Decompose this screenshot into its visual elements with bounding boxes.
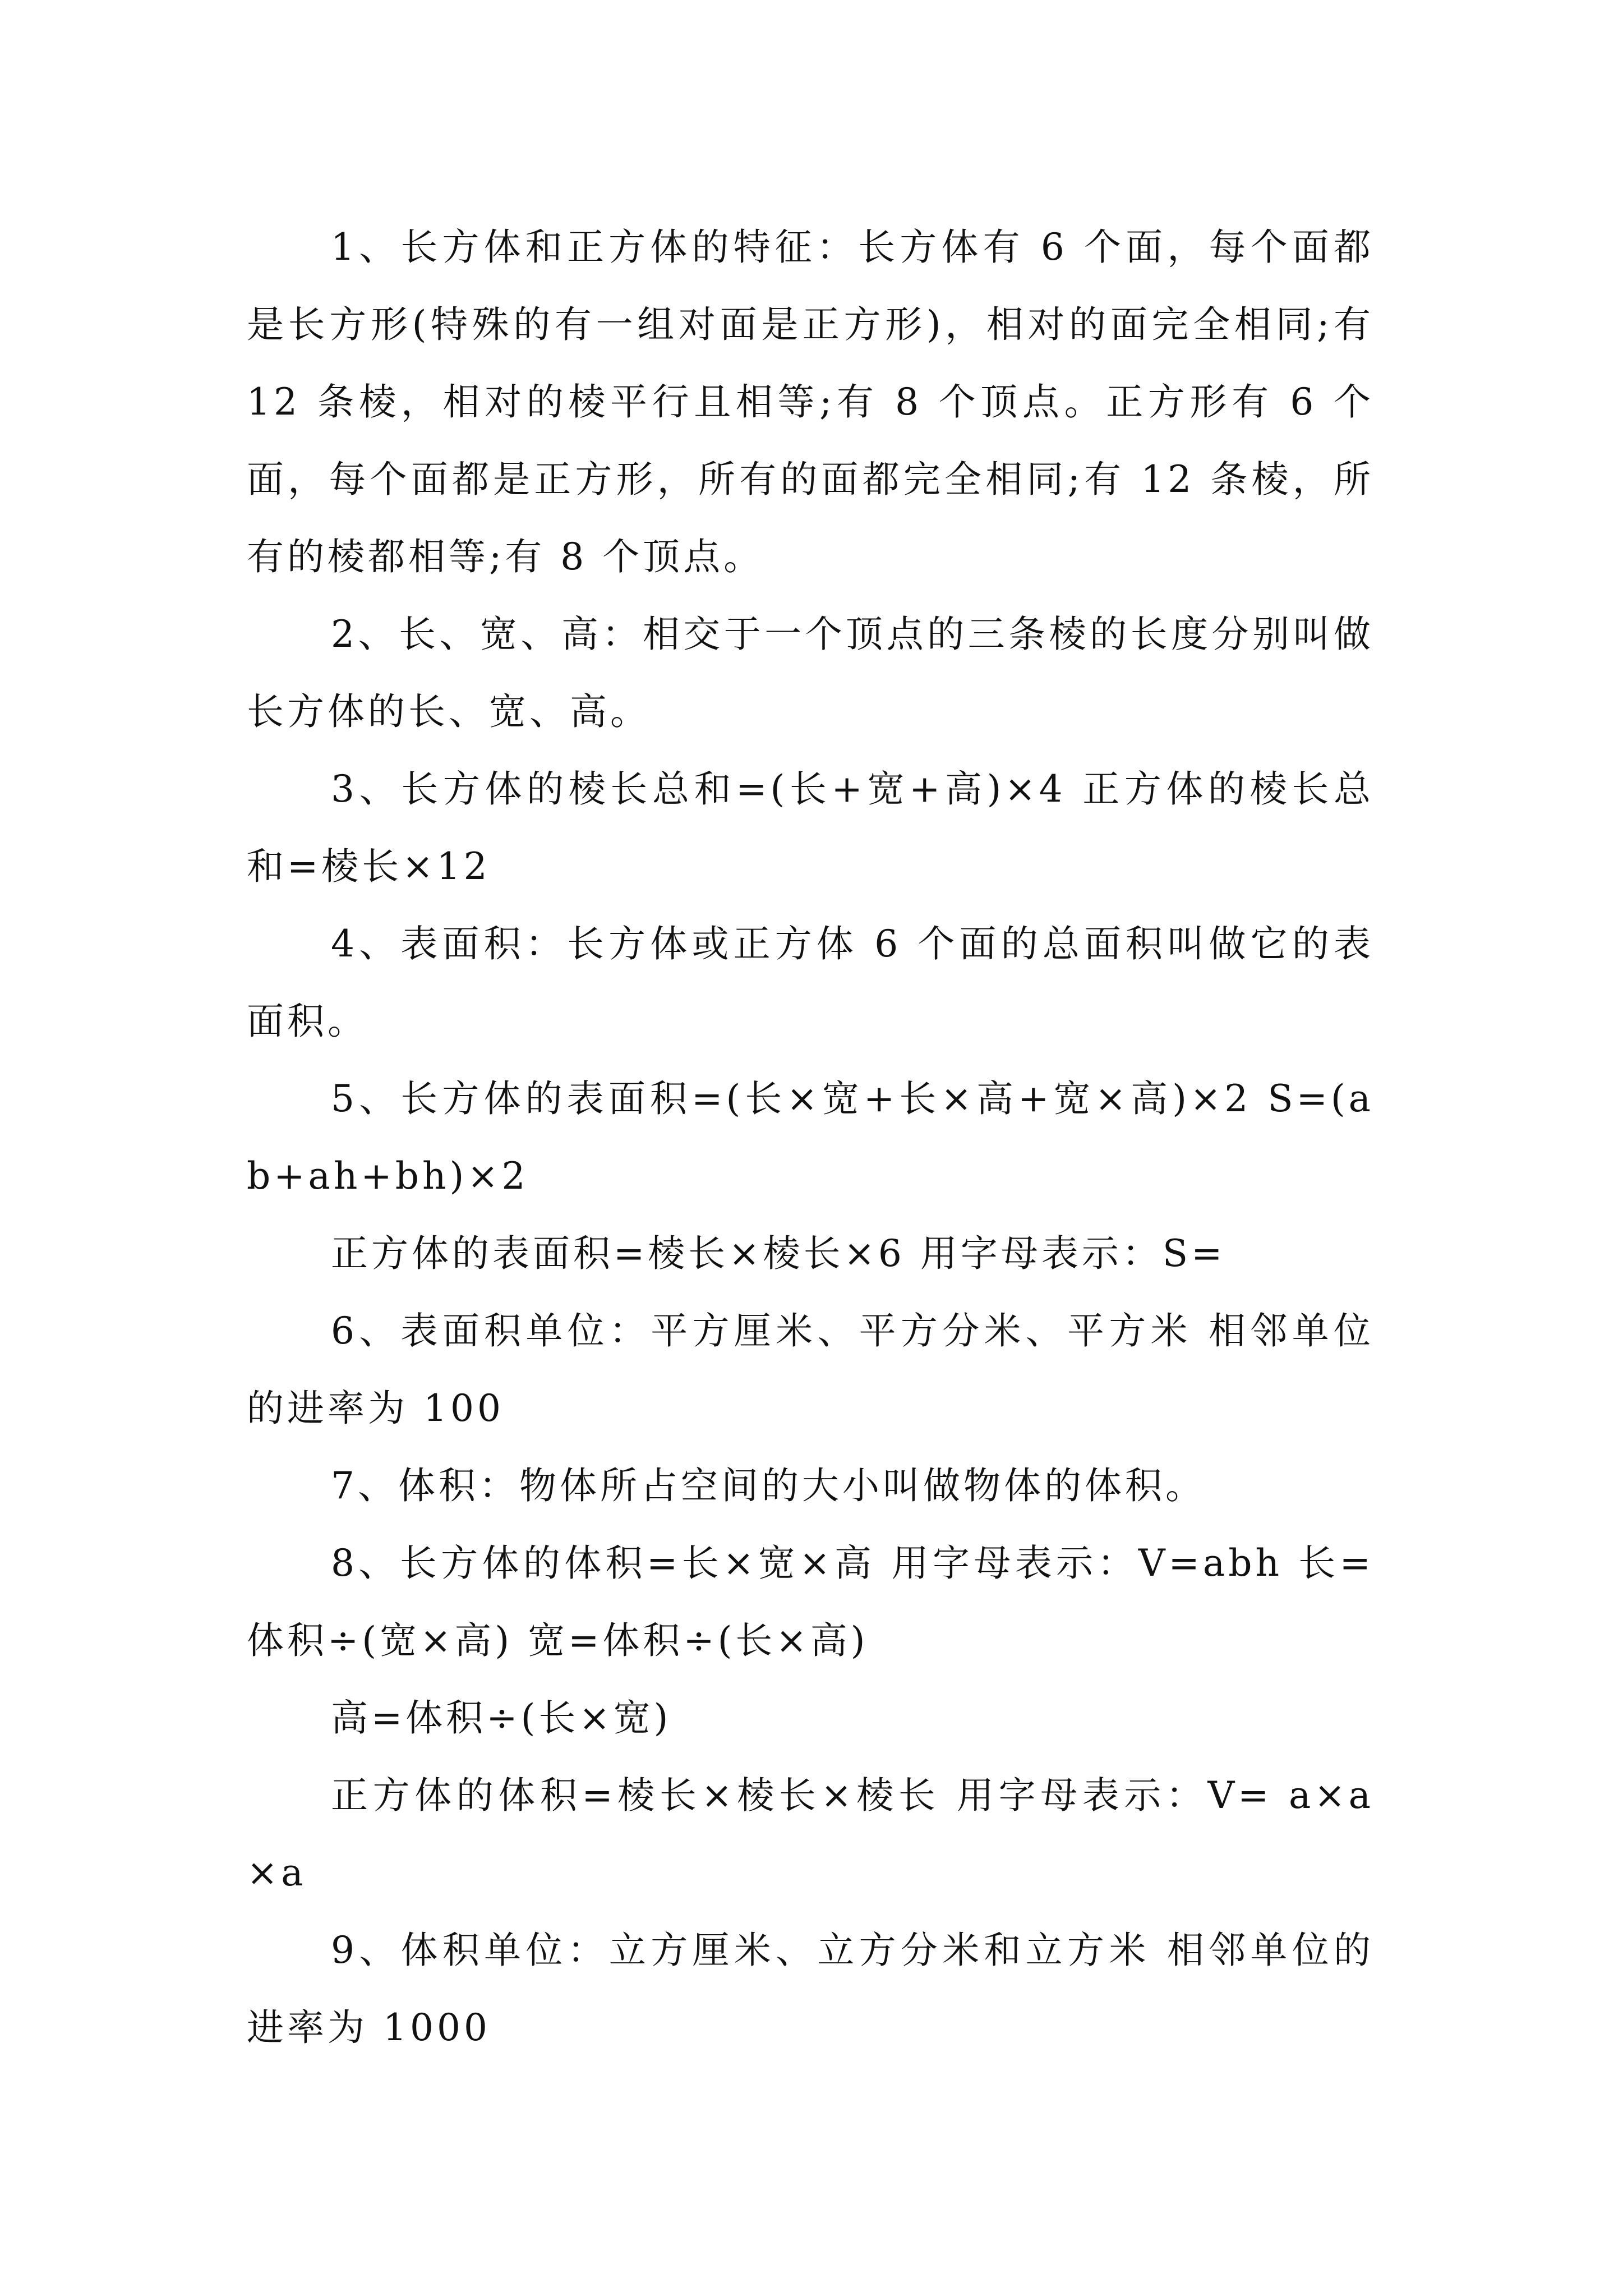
paragraph-8: 8、长方体的体积=长×宽×高 用字母表示：V=abh 长=体积÷(宽×高) 宽=体积÷(长×高) [247,1542,1374,1662]
paragraph-5-cube-surface-area: 正方体的表面积=棱长×棱长×6 用字母表示：S= [331,1232,1226,1275]
paragraph-8-height-formula: 高=体积÷(长×宽) [331,1696,672,1740]
paragraph-8-cube-volume: 正方体的体积=棱长×棱长×棱长 用字母表示：V= a×a×a [247,1774,1374,1894]
document-body [247,209,1374,2067]
paragraph-2: 2、长、宽、高：相交于一个顶点的三条棱的长度分别叫做长方体的长、宽、高。 [247,613,1374,733]
paragraph-3: 3、长方体的棱长总和=(长+宽+高)×4 正方体的棱长总和=棱长×12 [247,767,1374,888]
paragraph-7: 7、体积：物体所占空间的大小叫做物体的体积。 [331,1464,1206,1507]
paragraph-4: 4、表面积：长方体或正方体 6 个面的总面积叫做它的表面积。 [247,922,1374,1043]
paragraph-9: 9、体积单位：立方厘米、立方分米和立方米 相邻单位的进率为 1000 [247,1929,1374,2049]
paragraph-6: 6、表面积单位：平方厘米、平方分米、平方米 相邻单位的进率为 100 [247,1309,1374,1430]
paragraph-5: 5、长方体的表面积=(长×宽+长×高+宽×高)×2 S=(ab+ah+bh)×2 [247,1077,1374,1198]
paragraph-1: 1、长方体和正方体的特征：长方体有 6 个面，每个面都是长方形(特殊的有一组对面是正方形)，相对的面完全相同;有 12 条棱，相对的棱平行且相等;有 8 个顶点。正方形有 6 个面，每个面都是正方形，所有的面都完全相同;有 12 条棱，所有的棱都相等;有 8 个顶点。 [247,226,1374,578]
